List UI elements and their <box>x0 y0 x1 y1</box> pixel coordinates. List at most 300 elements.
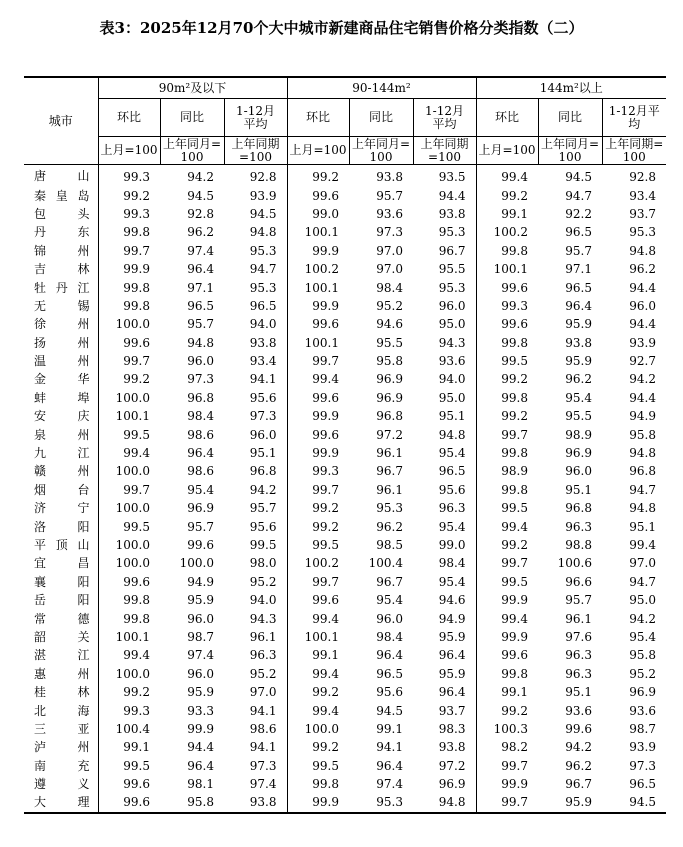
index-value: 96.0 <box>187 354 214 369</box>
index-value: 93.8 <box>565 335 592 350</box>
index-value: 93.6 <box>376 206 403 221</box>
index-value: 98.7 <box>187 629 214 644</box>
price-index-table <box>24 76 666 814</box>
index-value: 99.9 <box>312 446 339 461</box>
index-value: 99.6 <box>123 795 150 810</box>
index-value: 94.3 <box>224 609 287 627</box>
index-value: 99.0 <box>312 206 339 221</box>
index-value: 99.7 <box>123 243 150 258</box>
table-row <box>24 334 666 352</box>
index-value: 99.9 <box>312 409 339 424</box>
index-value: 99.0 <box>413 536 476 554</box>
index-value: 93.9 <box>224 186 287 204</box>
index-value: 93.6 <box>629 703 656 718</box>
city-name: 遵义 <box>24 775 98 793</box>
index-value: 96.2 <box>187 225 214 240</box>
index-value: 99.2 <box>501 409 528 424</box>
index-value: 95.6 <box>224 389 287 407</box>
index-value: 100.1 <box>304 225 339 240</box>
table-row <box>24 536 666 554</box>
index-value: 96.2 <box>565 758 592 773</box>
index-value: 99.1 <box>501 685 528 700</box>
index-value: 99.8 <box>123 225 150 240</box>
index-value: 94.7 <box>224 260 287 278</box>
index-value: 95.0 <box>629 593 656 608</box>
index-value: 99.6 <box>501 648 528 663</box>
index-value: 95.2 <box>224 665 287 683</box>
index-value: 99.7 <box>501 427 528 442</box>
index-value: 99.2 <box>312 685 339 700</box>
index-value: 97.1 <box>187 280 214 295</box>
table-row <box>24 242 666 260</box>
index-value: 99.5 <box>123 758 150 773</box>
index-value: 97.3 <box>187 372 214 387</box>
sub-header-1-0: 环比 <box>287 99 349 137</box>
city-name: 包头 <box>24 205 98 223</box>
index-value: 94.6 <box>413 591 476 609</box>
index-value: 97.0 <box>376 243 403 258</box>
index-value: 99.8 <box>312 777 339 792</box>
index-value: 99.4 <box>312 372 339 387</box>
index-value: 96.4 <box>187 262 214 277</box>
index-value: 95.8 <box>629 427 656 442</box>
city-name: 常德 <box>24 609 98 627</box>
index-value: 96.0 <box>187 666 214 681</box>
city-name: 韶关 <box>24 628 98 646</box>
index-value: 94.2 <box>565 740 592 755</box>
city-name: 烟台 <box>24 481 98 499</box>
index-value: 97.0 <box>629 556 656 571</box>
index-value: 96.0 <box>224 425 287 443</box>
index-value: 96.4 <box>413 683 476 701</box>
index-value: 98.4 <box>376 629 403 644</box>
index-value: 94.5 <box>376 703 403 718</box>
index-value: 97.3 <box>376 225 403 240</box>
index-value: 94.0 <box>413 370 476 388</box>
index-value: 95.7 <box>187 317 214 332</box>
base-header-1-0: 上月=100 <box>287 137 349 165</box>
table-header <box>24 77 666 165</box>
index-value: 96.4 <box>413 646 476 664</box>
index-value: 95.4 <box>629 629 656 644</box>
city-name: 南充 <box>24 757 98 775</box>
index-value: 100.0 <box>115 538 150 552</box>
index-value: 94.7 <box>629 482 656 497</box>
index-value: 98.0 <box>224 554 287 572</box>
sub-header-1-2: 1-12月平均 <box>413 99 476 137</box>
index-value: 96.4 <box>376 758 403 773</box>
index-value: 97.1 <box>565 262 592 277</box>
index-value: 98.4 <box>187 409 214 424</box>
index-value: 99.8 <box>123 611 150 626</box>
city-name: 金华 <box>24 370 98 388</box>
city-name: 赣州 <box>24 462 98 480</box>
index-value: 96.1 <box>376 482 403 497</box>
index-value: 93.7 <box>629 206 656 221</box>
index-value: 99.3 <box>123 170 150 185</box>
index-value: 99.4 <box>123 446 150 461</box>
city-name: 秦皇岛 <box>24 186 98 204</box>
sub-header-0-0: 环比 <box>98 99 160 137</box>
index-value: 99.6 <box>312 317 339 332</box>
index-value: 95.6 <box>376 685 403 700</box>
index-value: 93.9 <box>629 740 656 755</box>
index-value: 100.1 <box>304 335 339 350</box>
index-value: 99.7 <box>501 795 528 810</box>
city-name: 安庆 <box>24 407 98 425</box>
index-value: 96.4 <box>187 758 214 773</box>
table-row <box>24 260 666 278</box>
sub-header-2-0: 环比 <box>476 99 538 137</box>
table-row <box>24 720 666 738</box>
index-value: 96.6 <box>565 574 592 589</box>
index-value: 92.8 <box>224 165 287 187</box>
index-value: 99.5 <box>501 501 528 516</box>
table-row <box>24 775 666 793</box>
index-value: 99.5 <box>501 574 528 589</box>
index-value: 99.6 <box>312 390 339 405</box>
index-value: 96.1 <box>224 628 287 646</box>
index-value: 94.8 <box>629 501 656 516</box>
index-value: 99.8 <box>501 446 528 461</box>
index-value: 99.1 <box>376 721 403 736</box>
index-value: 99.6 <box>312 188 339 203</box>
index-value: 100.0 <box>304 721 339 736</box>
index-value: 95.2 <box>629 666 656 681</box>
index-value: 93.6 <box>565 703 592 718</box>
index-value: 99.3 <box>501 298 528 313</box>
index-value: 94.1 <box>376 740 403 755</box>
index-value: 94.2 <box>629 372 656 387</box>
index-value: 97.3 <box>629 758 656 773</box>
table-row <box>24 352 666 370</box>
index-value: 99.6 <box>123 777 150 792</box>
index-value: 96.9 <box>565 446 592 461</box>
index-value: 96.9 <box>376 372 403 387</box>
index-value: 93.8 <box>224 334 287 352</box>
index-value: 95.5 <box>413 260 476 278</box>
table-row <box>24 315 666 333</box>
index-value: 94.8 <box>413 425 476 443</box>
index-value: 96.0 <box>376 611 403 626</box>
index-value: 96.0 <box>565 464 592 479</box>
index-value: 95.4 <box>565 390 592 405</box>
index-value: 95.9 <box>413 665 476 683</box>
index-value: 99.8 <box>501 390 528 405</box>
index-value: 97.4 <box>224 775 287 793</box>
index-value: 96.2 <box>376 519 403 534</box>
index-value: 94.0 <box>224 315 287 333</box>
city-name: 洛阳 <box>24 517 98 535</box>
index-value: 97.4 <box>376 777 403 792</box>
table-row <box>24 444 666 462</box>
index-value: 99.8 <box>501 666 528 681</box>
index-value: 95.2 <box>224 573 287 591</box>
index-value: 94.4 <box>629 280 656 295</box>
index-value: 99.7 <box>501 758 528 773</box>
city-name: 徐州 <box>24 315 98 333</box>
index-value: 96.1 <box>565 611 592 626</box>
table-row <box>24 591 666 609</box>
index-value: 96.5 <box>565 225 592 240</box>
index-value: 99.6 <box>123 335 150 350</box>
table-row <box>24 701 666 719</box>
city-name: 宜昌 <box>24 554 98 572</box>
index-value: 99.2 <box>123 372 150 387</box>
index-value: 99.3 <box>123 206 150 221</box>
index-value: 95.7 <box>565 243 592 258</box>
index-value: 100.0 <box>179 556 214 571</box>
index-value: 99.9 <box>312 795 339 810</box>
index-value: 99.4 <box>312 611 339 626</box>
index-value: 99.8 <box>123 298 150 313</box>
index-value: 100.0 <box>115 317 150 332</box>
city-name: 惠州 <box>24 665 98 683</box>
index-value: 100.0 <box>115 501 150 516</box>
index-value: 98.1 <box>187 777 214 792</box>
index-value: 99.8 <box>501 243 528 258</box>
table-row <box>24 573 666 591</box>
city-name: 扬州 <box>24 334 98 352</box>
index-value: 97.3 <box>224 407 287 425</box>
index-value: 94.2 <box>629 611 656 626</box>
table-row <box>24 665 666 683</box>
sub-header-2-2: 1-12月平均 <box>602 99 666 137</box>
base-header-2-2: 上年同期=100 <box>602 137 666 165</box>
index-value: 99.2 <box>501 703 528 718</box>
index-value: 100.1 <box>115 409 150 424</box>
index-value: 95.3 <box>413 223 476 241</box>
index-value: 96.7 <box>413 242 476 260</box>
index-value: 99.2 <box>501 188 528 203</box>
index-value: 95.7 <box>187 519 214 534</box>
index-value: 99.2 <box>501 372 528 387</box>
index-value: 95.7 <box>565 593 592 608</box>
index-value: 96.5 <box>224 297 287 315</box>
index-value: 98.8 <box>565 538 592 552</box>
index-value: 96.1 <box>376 446 403 461</box>
index-value: 95.3 <box>224 242 287 260</box>
index-value: 94.1 <box>224 738 287 756</box>
index-value: 100.4 <box>115 721 150 736</box>
index-value: 96.4 <box>565 298 592 313</box>
index-value: 100.2 <box>304 556 339 571</box>
city-name: 蚌埠 <box>24 389 98 407</box>
index-value: 99.4 <box>501 519 528 534</box>
index-value: 99.9 <box>123 262 150 277</box>
index-value: 96.8 <box>629 464 656 479</box>
index-value: 99.9 <box>501 777 528 792</box>
index-value: 94.8 <box>629 243 656 258</box>
index-value: 94.9 <box>187 574 214 589</box>
index-value: 96.2 <box>565 372 592 387</box>
index-value: 98.2 <box>501 740 528 755</box>
sub-header-1-1: 同比 <box>349 99 413 137</box>
index-value: 99.7 <box>501 556 528 571</box>
index-value: 95.1 <box>413 407 476 425</box>
index-value: 100.0 <box>115 666 150 681</box>
index-value: 95.4 <box>413 573 476 591</box>
index-value: 94.7 <box>565 188 592 203</box>
index-value: 93.6 <box>413 352 476 370</box>
city-name: 湛江 <box>24 646 98 664</box>
index-value: 99.6 <box>187 538 214 552</box>
index-value: 93.9 <box>629 335 656 350</box>
index-value: 99.6 <box>501 280 528 295</box>
group-header-small: 90m²及以下 <box>98 77 287 99</box>
table-row <box>24 186 666 204</box>
index-value: 95.3 <box>413 278 476 296</box>
index-value: 95.0 <box>413 389 476 407</box>
table-row <box>24 407 666 425</box>
index-value: 94.5 <box>187 188 214 203</box>
city-name: 泉州 <box>24 425 98 443</box>
index-value: 94.8 <box>629 446 656 461</box>
index-value: 95.7 <box>224 499 287 517</box>
index-value: 94.8 <box>413 793 476 812</box>
city-name: 温州 <box>24 352 98 370</box>
index-value: 94.1 <box>224 370 287 388</box>
index-value: 94.4 <box>187 740 214 755</box>
index-value: 99.5 <box>501 354 528 369</box>
index-value: 99.2 <box>312 740 339 755</box>
table-row <box>24 517 666 535</box>
index-value: 95.8 <box>629 648 656 663</box>
index-value: 98.4 <box>413 554 476 572</box>
index-value: 94.2 <box>187 170 214 185</box>
index-value: 100.1 <box>115 629 150 644</box>
index-value: 92.7 <box>629 354 656 369</box>
index-value: 100.2 <box>493 225 528 240</box>
index-value: 99.7 <box>123 354 150 369</box>
table-row <box>24 370 666 388</box>
index-value: 99.8 <box>501 482 528 497</box>
sub-header-0-2: 1-12月平均 <box>224 99 287 137</box>
base-header-1-1: 上年同月=100 <box>349 137 413 165</box>
city-name: 襄阳 <box>24 573 98 591</box>
index-value: 95.1 <box>224 444 287 462</box>
index-value: 96.4 <box>187 446 214 461</box>
table-row <box>24 609 666 627</box>
index-value: 95.4 <box>413 517 476 535</box>
index-value: 94.2 <box>224 481 287 499</box>
index-value: 99.9 <box>501 629 528 644</box>
index-value: 92.2 <box>565 206 592 221</box>
index-value: 97.4 <box>187 648 214 663</box>
index-value: 96.3 <box>565 666 592 681</box>
index-value: 95.9 <box>187 593 214 608</box>
index-value: 97.2 <box>376 427 403 442</box>
index-value: 99.6 <box>565 721 592 736</box>
index-value: 99.3 <box>312 464 339 479</box>
city-name: 北海 <box>24 701 98 719</box>
index-value: 96.8 <box>376 409 403 424</box>
index-value: 95.4 <box>376 593 403 608</box>
index-value: 96.0 <box>413 297 476 315</box>
index-value: 95.2 <box>376 298 403 313</box>
index-value: 99.1 <box>501 206 528 221</box>
index-value: 99.7 <box>312 574 339 589</box>
index-value: 95.3 <box>376 795 403 810</box>
city-name: 无锡 <box>24 297 98 315</box>
index-value: 96.3 <box>565 519 592 534</box>
index-value: 96.5 <box>629 777 656 792</box>
index-value: 94.3 <box>413 334 476 352</box>
index-value: 94.5 <box>565 170 592 185</box>
index-value: 96.7 <box>376 464 403 479</box>
index-value: 98.3 <box>413 720 476 738</box>
base-header-row <box>24 137 666 165</box>
index-value: 98.6 <box>187 427 214 442</box>
city-name: 九江 <box>24 444 98 462</box>
index-value: 100.4 <box>368 556 403 571</box>
index-value: 99.9 <box>501 593 528 608</box>
index-value: 95.3 <box>376 501 403 516</box>
index-value: 98.4 <box>376 280 403 295</box>
index-value: 93.4 <box>224 352 287 370</box>
index-value: 94.7 <box>629 574 656 589</box>
base-header-2-1: 上年同月=100 <box>538 137 602 165</box>
city-name: 吉林 <box>24 260 98 278</box>
index-value: 94.4 <box>629 390 656 405</box>
index-value: 100.6 <box>557 556 592 571</box>
table-row <box>24 425 666 443</box>
index-value: 99.4 <box>629 538 656 552</box>
index-value: 99.4 <box>501 170 528 185</box>
index-value: 99.2 <box>501 538 528 552</box>
index-value: 95.3 <box>224 278 287 296</box>
index-value: 92.8 <box>187 206 214 221</box>
index-value: 99.5 <box>224 536 287 554</box>
index-value: 100.1 <box>493 262 528 277</box>
sub-header-2-1: 同比 <box>538 99 602 137</box>
index-value: 99.9 <box>187 721 214 736</box>
index-value: 99.5 <box>123 519 150 534</box>
index-value: 99.6 <box>123 574 150 589</box>
index-value: 99.7 <box>312 354 339 369</box>
index-value: 95.7 <box>376 188 403 203</box>
index-value: 98.5 <box>376 538 403 552</box>
page-title: 表3：2025年12月70个大中城市新建商品住宅销售价格分类指数（二） <box>99 19 584 37</box>
index-value: 100.0 <box>115 464 150 479</box>
index-value: 94.8 <box>187 335 214 350</box>
index-value: 99.5 <box>312 758 339 773</box>
index-value: 99.2 <box>312 170 339 185</box>
index-value: 95.4 <box>187 482 214 497</box>
index-value: 97.3 <box>224 757 287 775</box>
index-value: 100.3 <box>493 721 528 736</box>
index-value: 92.8 <box>629 170 656 185</box>
city-name: 唐山 <box>24 165 98 187</box>
table-row <box>24 389 666 407</box>
index-value: 99.4 <box>501 611 528 626</box>
index-value: 97.0 <box>224 683 287 701</box>
index-value: 99.4 <box>123 648 150 663</box>
index-value: 99.2 <box>312 519 339 534</box>
index-value: 96.7 <box>565 777 592 792</box>
index-value: 94.6 <box>376 317 403 332</box>
index-value: 99.3 <box>123 703 150 718</box>
index-value: 95.1 <box>565 482 592 497</box>
index-value: 96.9 <box>376 390 403 405</box>
index-value: 99.9 <box>312 298 339 313</box>
index-value: 95.5 <box>565 409 592 424</box>
index-value: 99.5 <box>123 427 150 442</box>
index-value: 99.6 <box>501 317 528 332</box>
index-value: 95.8 <box>187 795 214 810</box>
index-value: 97.0 <box>376 262 403 277</box>
index-value: 94.8 <box>224 223 287 241</box>
